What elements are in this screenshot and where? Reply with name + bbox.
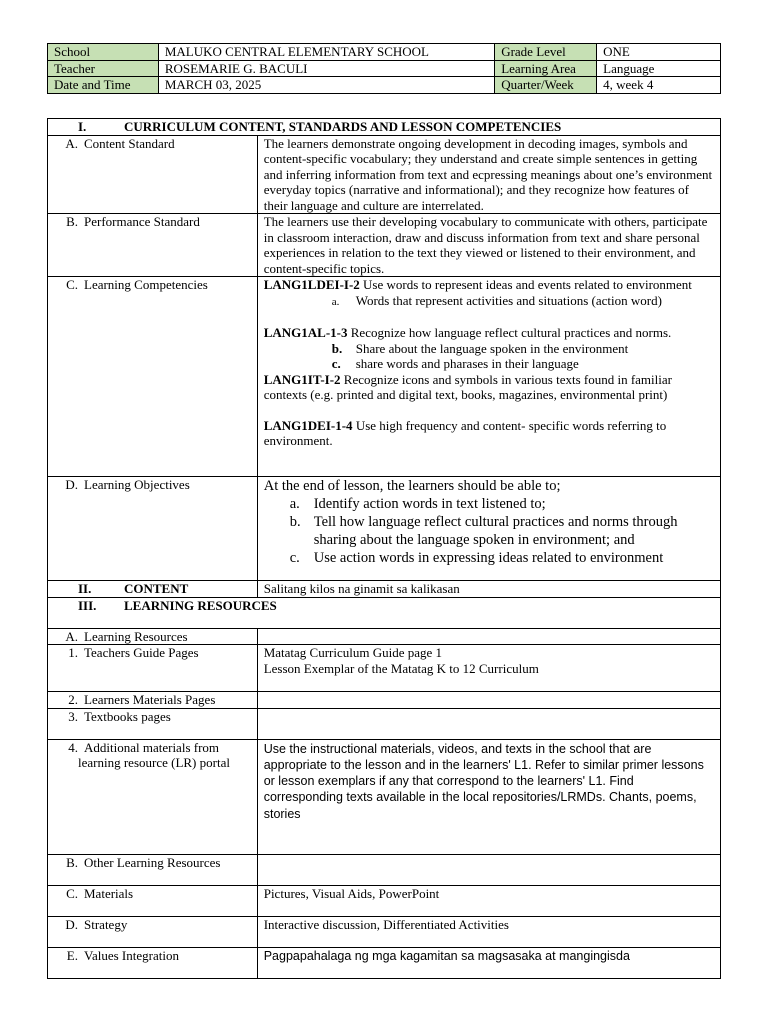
section-3-number: III. (78, 597, 97, 613)
learning-competencies-row (48, 277, 721, 477)
competency-1-code: LANG1LDEI-I-2 (263, 277, 360, 292)
competencies-label: Learning Competencies (84, 277, 208, 292)
objective-c (264, 549, 714, 567)
competency-3-text: Recognize icons and symbols in various texts found in familiar contexts (e.g. printed and digital text, books, magazines, environmental print) (263, 371, 672, 402)
header-row-teacher (48, 60, 721, 77)
textbooks-row (48, 708, 721, 739)
objectives-content (257, 477, 720, 581)
grade-level-label: Grade Level (495, 44, 597, 61)
quarter-week-value: 4, week 4 (597, 77, 721, 94)
objective-a (264, 495, 714, 513)
teacher-value: ROSEMARIE G. BACULI (158, 60, 494, 77)
learning-resources-row (48, 628, 721, 645)
section-3-title: LEARNING RESOURCES (124, 597, 277, 613)
section-1-heading-row (48, 119, 721, 136)
section-1-title: CURRICULUM CONTENT, STANDARDS AND LESSON COMPETENCIES (124, 119, 562, 134)
additional-materials-value: Use the instructional materials, videos, and texts in the school that are appropriate to the lesson and in the learners' L1. Refer to similar primer lessons or lesson exemplars if any that correspond to the learners' L1. Find corresponding texts available in the local repositories/LRMDs. Chants, poems, stories (257, 739, 720, 854)
competency-3 (264, 372, 714, 403)
competency-2-item-c (264, 356, 714, 372)
strategy-row (48, 916, 721, 947)
learning-area-value: Language (597, 60, 721, 77)
objectives-list (264, 495, 714, 567)
materials-label: Materials (84, 885, 134, 901)
performance-standard-row (48, 214, 721, 277)
other-resources-label: Other Learning Resources (84, 854, 221, 870)
objective-a-text: Identify action words in text listened to; (313, 496, 546, 512)
section-2-value: Salitang kilos na ginamit sa kalikasan (257, 581, 720, 598)
school-label: School (48, 44, 159, 61)
competency-2-text: Recognize how language reflect cultural practices and norms. (347, 325, 672, 340)
strategy-letter: D. (65, 916, 78, 932)
competency-4-text: Use high frequency and content- specific words referring to environment. (263, 417, 667, 448)
quarter-week-label: Quarter/Week (495, 77, 597, 94)
teachers-guide-row (48, 645, 721, 692)
competency-4 (264, 418, 714, 449)
performance-standard-letter: B. (66, 214, 78, 229)
values-integration-label: Values Integration (84, 947, 179, 963)
additional-materials-row (48, 739, 721, 854)
competency-2-item-b-marker: b. (331, 340, 343, 356)
grade-level-value: ONE (597, 44, 721, 61)
competency-2-item-b-text: Share about the language spoken in the environment (355, 340, 629, 356)
learning-area-label: Learning Area (495, 60, 597, 77)
competencies-content (257, 277, 720, 477)
lesson-plan-table (47, 118, 721, 979)
competency-2 (264, 325, 714, 341)
learners-materials-number: 2. (68, 692, 78, 707)
competency-2-code: LANG1AL-1-3 (263, 325, 348, 340)
section-2-title: CONTENT (124, 581, 189, 596)
other-resources-row (48, 854, 721, 885)
competency-2-item-c-marker: c. (331, 356, 341, 371)
content-standard-label: Content Standard (84, 135, 175, 151)
objective-c-marker: c. (289, 550, 300, 566)
objectives-label: Learning Objectives (84, 477, 190, 492)
competencies-letter: C. (66, 277, 78, 292)
teacher-label: Teacher (48, 60, 159, 77)
teachers-guide-label: Teachers Guide Pages (84, 645, 199, 660)
other-resources-letter: B. (66, 854, 78, 870)
section-1-number: I. (78, 119, 87, 134)
section-2-content-row (48, 581, 721, 598)
header-row-date (48, 77, 721, 94)
section-2-number: II. (78, 581, 92, 596)
competency-4-code: LANG1DEI-1-4 (263, 417, 353, 433)
competency-1-text: Use words to represent ideas and events related to environment (359, 277, 692, 292)
competency-1-item-a-marker: a. (331, 295, 340, 308)
competency-2-item-b (264, 341, 714, 357)
teachers-guide-number: 1. (68, 645, 78, 660)
header-row-school (48, 44, 721, 61)
competency-1-item-a (264, 293, 714, 311)
header-info-table (47, 43, 721, 94)
content-standard-row (48, 135, 721, 214)
competency-3-code: LANG1IT-I-2 (263, 371, 341, 387)
objective-c-text: Use action words in expressing ideas related to environment (313, 550, 664, 566)
values-integration-value: Pagpapahalaga ng mga kagamitan sa magsasaka at mangingisda (257, 947, 720, 978)
objective-b (264, 513, 714, 549)
objective-b-text: Tell how language reflect cultural practices and norms through sharing about the language spoken in environment; and (313, 514, 678, 548)
learning-resources-label: Learning Resources (84, 628, 188, 644)
objective-a-marker: a. (289, 496, 300, 512)
objectives-intro: At the end of lesson, the learners should be able to; (263, 478, 561, 494)
performance-standard-text: The learners use their developing vocabulary to communicate with others, participate in classroom interaction, draw and discuss information from text and share personal experiences in relation to the text they viewed or listened to their environment, and content-specific topics. (257, 214, 720, 277)
additional-materials-label: Additional materials from learning resource (LR) portal (78, 739, 230, 770)
values-integration-letter: E. (66, 947, 78, 963)
values-integration-row (48, 947, 721, 978)
learning-resources-letter: A. (65, 628, 78, 644)
content-standard-text: The learners demonstrate ongoing development in decoding images, symbols and content-specific vocabulary; they understand and create simple sentences in getting and inferring information from text and ecpressing meanings about one’s environment everyday topics (narrative and informational); and they recognize how features of their language and culture are interrelated. (257, 135, 720, 214)
date-time-label: Date and Time (48, 77, 159, 94)
learners-materials-row (48, 692, 721, 709)
school-value: MALUKO CENTRAL ELEMENTARY SCHOOL (158, 44, 494, 61)
textbooks-label: Textbooks pages (84, 708, 171, 724)
learning-objectives-row (48, 477, 721, 581)
content-standard-letter: A. (65, 135, 78, 151)
materials-value: Pictures, Visual Aids, PowerPoint (257, 885, 720, 916)
strategy-value: Interactive discussion, Differentiated Activities (257, 916, 720, 947)
competency-1-item-a-text: Words that represent activities and situations (action word) (355, 292, 662, 308)
performance-standard-label: Performance Standard (84, 214, 200, 229)
materials-row (48, 885, 721, 916)
objective-b-marker: b. (289, 514, 301, 530)
textbooks-number: 3. (68, 708, 78, 724)
learners-materials-label: Learners Materials Pages (84, 692, 216, 707)
strategy-label: Strategy (84, 916, 128, 932)
section-3-heading-row (48, 597, 721, 628)
objectives-letter: D. (65, 477, 78, 492)
competency-2-item-c-text: share words and pharases in their language (355, 356, 579, 371)
additional-materials-number: 4. (68, 739, 78, 755)
competency-1 (264, 277, 714, 293)
date-time-value: MARCH 03, 2025 (158, 77, 494, 94)
teachers-guide-value-2: Lesson Exemplar of the Matatag K to 12 Curriculum (263, 660, 539, 676)
teachers-guide-value-1: Matatag Curriculum Guide page 1 (263, 645, 443, 660)
materials-letter: C. (66, 885, 78, 901)
